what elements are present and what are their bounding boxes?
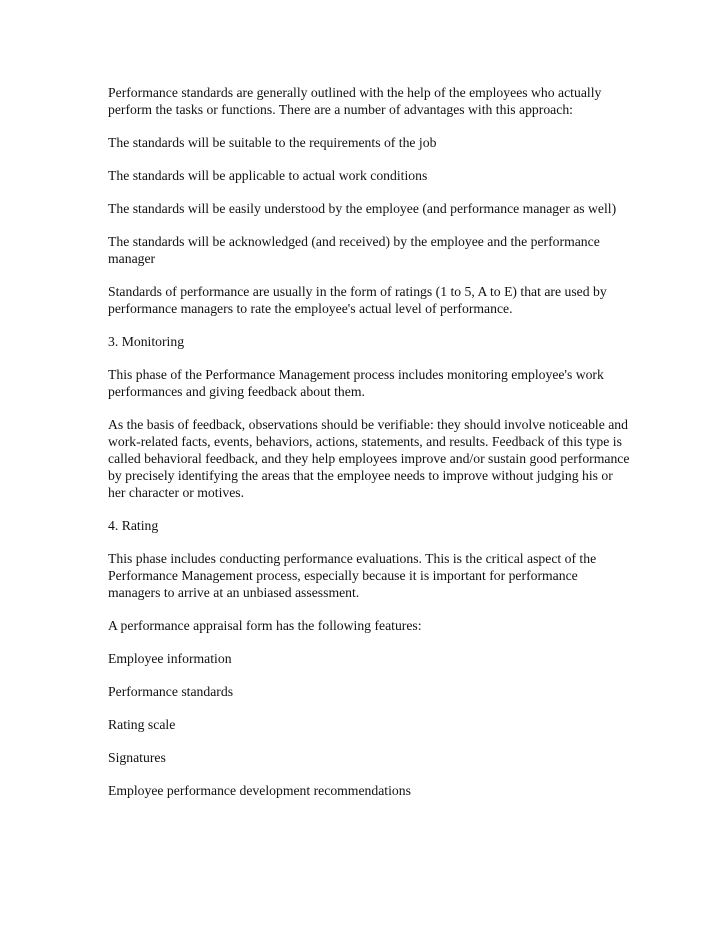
appraisal-form-intro: A performance appraisal form has the following features:	[108, 618, 422, 633]
rating-paragraph: This phase includes conducting performance evaluations. This is the critical aspect of the Performance Management process, especially because it is important for performance managers to arrive at an unbiased assessment.	[108, 551, 597, 600]
feature-item-performance-standards: Performance standards	[108, 684, 234, 699]
standard-item-applicable: The standards will be applicable to actual work conditions	[108, 168, 428, 183]
monitoring-paragraph: This phase of the Performance Management process includes monitoring employee's work performances and giving feedback about them.	[108, 367, 604, 399]
intro-paragraph: Performance standards are generally outlined with the help of the employees who actually perform the tasks or functions. There are a number of advantages with this approach:	[108, 85, 602, 117]
standard-item-suitable: The standards will be suitable to the requirements of the job	[108, 135, 437, 150]
document-body	[108, 84, 633, 815]
section-heading-monitoring: 3. Monitoring	[108, 334, 185, 349]
section-heading-rating: 4. Rating	[108, 518, 159, 533]
feature-item-development-recommendations: Employee performance development recommendations	[108, 783, 411, 798]
feedback-paragraph: As the basis of feedback, observations should be verifiable: they should involve noticeable and work-related facts, events, behaviors, actions, statements, and results. Feedback of this type is called behavioral feedback, and they help employees improve and/or sustain good performance by precisely identifying the areas that the employee needs to improve without judging his or her character or motives.	[108, 417, 630, 500]
standard-item-acknowledged: The standards will be acknowledged (and received) by the employee and the performance manager	[108, 234, 600, 266]
standard-item-understood: The standards will be easily understood by the employee (and performance manager as well)	[108, 201, 617, 216]
feature-item-rating-scale: Rating scale	[108, 717, 176, 732]
standards-ratings-paragraph: Standards of performance are usually in the form of ratings (1 to 5, A to E) that are used by performance managers to rate the employee's actual level of performance.	[108, 284, 607, 316]
feature-item-signatures: Signatures	[108, 750, 166, 765]
feature-item-employee-information: Employee information	[108, 651, 232, 666]
